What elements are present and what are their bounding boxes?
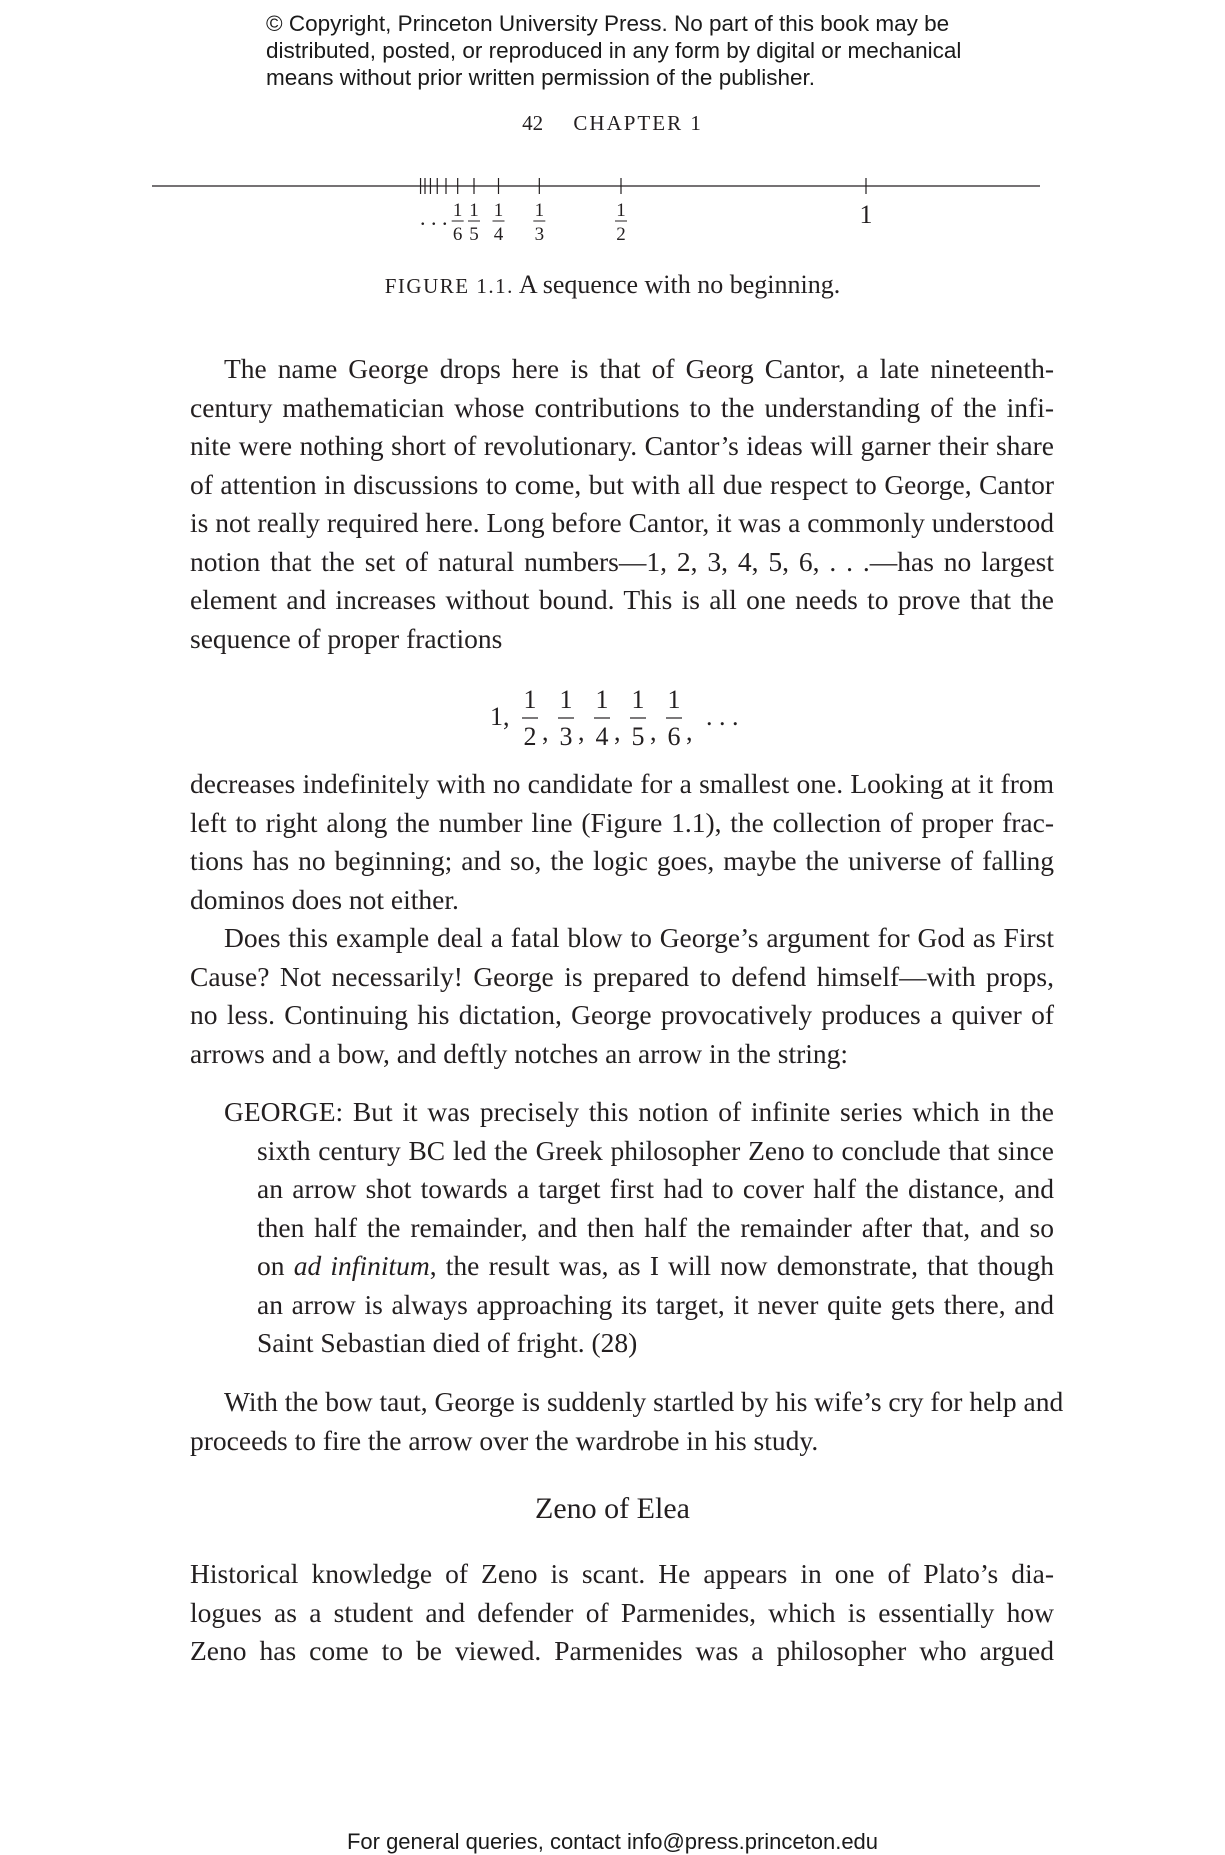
text-line: dominos does not either. xyxy=(190,883,459,915)
copyright-notice xyxy=(266,10,1026,91)
italic-phrase: ad infinitum xyxy=(293,1250,430,1281)
section-heading: Zeno of Elea xyxy=(535,1492,690,1525)
sequence-numerator: 1 xyxy=(523,685,537,714)
tick-label-denominator: 3 xyxy=(534,224,545,245)
sequence-denominator: 2 xyxy=(523,722,537,751)
figure-caption xyxy=(0,270,1225,300)
text-line: sequence of proper fractions xyxy=(190,622,503,654)
text-line: century mathematician whose contributions to the understanding of the infi- xyxy=(190,391,1054,423)
sequence-numerator: 1 xyxy=(667,685,681,714)
sequence-numerator: 1 xyxy=(595,685,609,714)
chapter-label: CHAPTER 1 xyxy=(573,111,703,135)
fraction-sequence xyxy=(0,680,1225,758)
text-line: Zeno has come to be viewed. Parmenides was a philosopher who argued xyxy=(190,1635,1054,1666)
text-line: arrows and a bow, and deftly notches an arrow in the string: xyxy=(190,1037,849,1069)
number-line-figure xyxy=(0,170,1225,260)
sequence-comma: , xyxy=(686,717,693,746)
paragraph-arrow xyxy=(190,919,1054,1073)
caption-text: A sequence with no beginning. xyxy=(513,270,841,299)
figure-ellipsis: . . . xyxy=(420,205,448,230)
tick-label-numerator: 1 xyxy=(616,200,626,221)
text-line: left to right along the number line (Figure 1.1), the collection of proper frac- xyxy=(190,806,1054,838)
tick-label-denominator: 5 xyxy=(469,224,479,245)
paragraph-cantor xyxy=(190,350,1054,658)
quote-line: an arrow shot towards a target first had to cover half the distance, and xyxy=(257,1173,1054,1204)
text-line: of attention in discussions to come, but with all due respect to George, Cantor xyxy=(190,468,1054,500)
tick-label: 1 xyxy=(859,200,873,229)
paragraph-bow xyxy=(190,1383,1064,1460)
text-line: With the bow taut, George is suddenly startled by his wife’s cry for help and xyxy=(224,1386,1064,1417)
sequence-denominator: 3 xyxy=(559,722,573,751)
text-line: nite were nothing short of revolutionary. Cantor’s ideas will garner their share xyxy=(190,430,1054,461)
text-line: is not really required here. Long before Cantor, it was a commonly understood xyxy=(190,507,1054,538)
footer-contact: For general queries, contact info@press.princeton.edu xyxy=(346,1829,879,1854)
quote-line: an arrow is always approaching its target, it never quite gets there, and xyxy=(257,1288,1054,1320)
text-line: element and increases without bound. This is all one needs to prove that the xyxy=(190,584,1054,615)
text-line: The name George drops here is that of Georg Cantor, a late nineteenth- xyxy=(224,353,1054,384)
tick-label-denominator: 6 xyxy=(452,224,463,245)
sequence-trailing: . . . xyxy=(706,702,739,731)
quote-line: Saint Sebastian died of fright. (28) xyxy=(257,1327,638,1358)
text-line: proceeds to fire the arrow over the wardrobe in his study. xyxy=(190,1424,819,1456)
sequence-comma: , xyxy=(650,717,657,746)
text-line: logues as a student and defender of Parmenides, which is essentially how xyxy=(190,1596,1054,1628)
text-line: no less. Continuing his dictation, George provocatively produces a quiver of xyxy=(190,999,1054,1030)
sequence-fractions xyxy=(0,680,1225,758)
copyright-line: means without prior written permission of the publisher. xyxy=(266,65,816,90)
sequence-denominator: 6 xyxy=(667,722,681,751)
text-line: tions has no beginning; and so, the logic goes, maybe the universe of falling xyxy=(190,845,1054,876)
text-line: Historical knowledge of Zeno is scant. He appears in one of Plato’s dia- xyxy=(190,1558,1054,1589)
page-number: 42 xyxy=(522,111,544,135)
sequence-comma: , xyxy=(578,717,585,746)
sequence-denominator: 4 xyxy=(595,722,609,751)
text-line: notion that the set of natural numbers—1, 2, 3, 4, 5, 6, . . .—has no largest xyxy=(190,545,1054,577)
paragraph-zeno xyxy=(190,1555,1054,1671)
sequence-comma: , xyxy=(614,717,621,746)
tick-group xyxy=(452,178,873,245)
caption-label: FIGURE 1.1. xyxy=(384,274,514,298)
copyright-line: distributed, posted, or reproduced in any form by digital or mechanical xyxy=(266,38,962,63)
tick-label-numerator: 1 xyxy=(534,200,545,221)
sequence-lead: 1, xyxy=(490,702,510,731)
tick-label-numerator: 1 xyxy=(493,200,504,221)
tick-label-denominator: 4 xyxy=(493,224,504,245)
text-line: Does this example deal a fatal blow to George’s argument for God as First xyxy=(224,922,1054,953)
quote-line: sixth century BC led the Greek philosopher Zeno to conclude that since xyxy=(257,1134,1054,1166)
text-line: decreases indefinitely with no candidate for a smallest one. Looking at it from xyxy=(190,768,1054,799)
quote-line: then half the remainder, and then half the remainder after that, and so xyxy=(257,1211,1054,1243)
tick-label-numerator: 1 xyxy=(469,200,479,221)
george-quote xyxy=(224,1093,1054,1363)
copyright-line: © Copyright, Princeton University Press. No part of this book may be xyxy=(266,11,950,36)
tick-label-numerator: 1 xyxy=(452,200,463,221)
tick-label-denominator: 2 xyxy=(616,224,626,245)
quote-line: GEORGE: But it was precisely this notion of infinite series which in the xyxy=(224,1096,1054,1127)
sequence-numerator: 1 xyxy=(559,685,573,714)
running-head xyxy=(0,111,1225,136)
sequence-comma: , xyxy=(542,717,549,746)
quote-line: on ad infinitum, the result was, as I will now demonstrate, that though xyxy=(257,1250,1055,1281)
sequence-denominator: 5 xyxy=(631,722,645,751)
paragraph-fractions xyxy=(190,765,1054,919)
sequence-numerator: 1 xyxy=(631,685,645,714)
text-line: Cause? Not necessarily! George is prepared to defend himself—with props, xyxy=(190,960,1054,992)
